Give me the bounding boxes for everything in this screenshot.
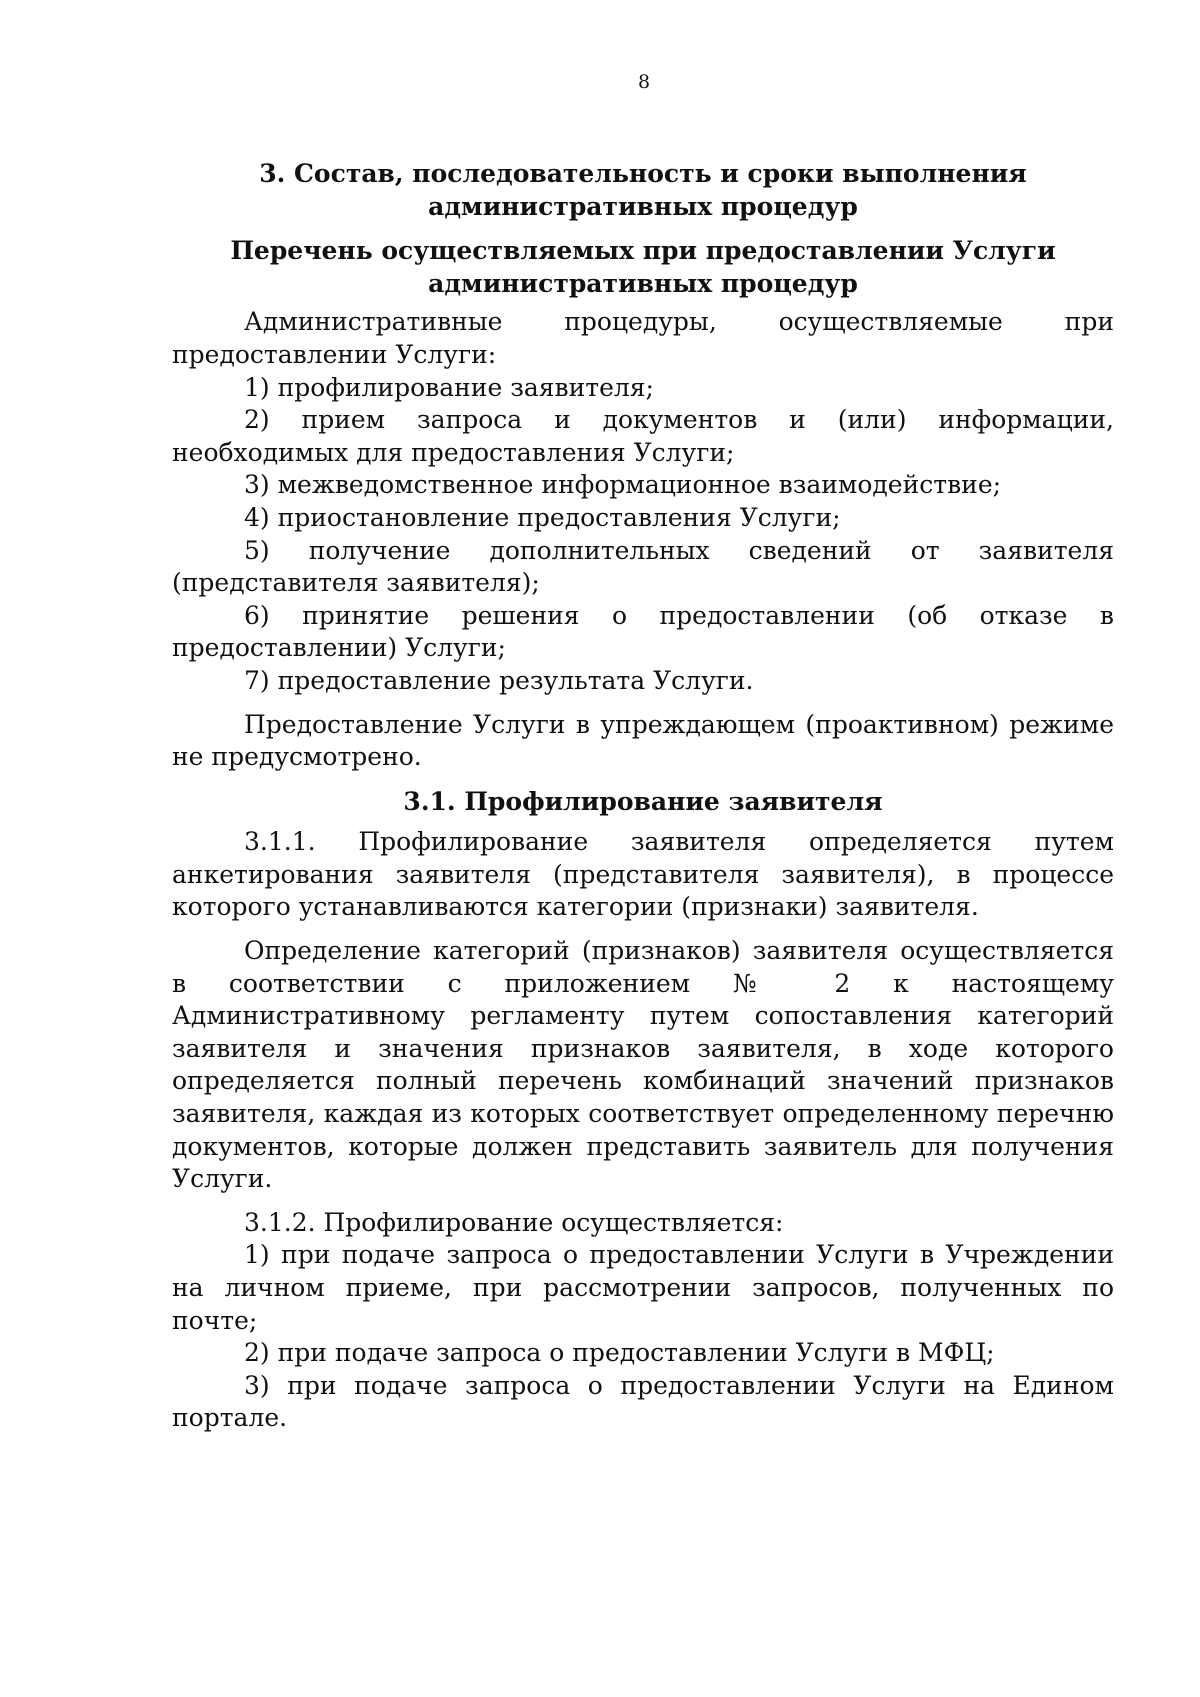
profiling-cases-list (172, 1239, 1114, 1435)
profiling-paragraph-3: 3.1.2. Профилирование осуществляется: (244, 1207, 784, 1237)
section-title: 3. Состав, последовательность и сроки выполнения административных процедур (259, 159, 1027, 221)
document-content (172, 158, 1114, 1435)
procedure-item: 7) предоставление результата Услуги. (244, 665, 754, 695)
subsection-title: Перечень осуществляемых при предоставлении Услуги административных процедур (230, 236, 1056, 298)
profiling-title: 3.1. Профилирование заявителя (403, 786, 883, 816)
procedure-item: 3) межведомственное информационное взаимодействие; (244, 470, 1002, 500)
proactive-paragraph: Предоставление Услуги в упреждающем (проактивном) режиме не предусмотрено. (172, 709, 1114, 772)
profiling-paragraph-1: 3.1.1. Профилирование заявителя определяется путем анкетирования заявителя (представителя заявителя), в процессе которого устанавливаются категории (признаки) заявителя. (172, 827, 1114, 922)
profiling-paragraph-2: Определение категорий (признаков) заявителя осуществляется в соответствии с приложением № 2 к настоящему Административному регламенту путем сопоставления категорий заявителя и значения признаков заявителя, в ходе которого определяется полный перечень комбинаций значений признаков заявителя, каждая из которых соответствует определенному перечню документов, которые должен представить заявитель для получения Услуги. (172, 936, 1114, 1194)
profiling-case-item: 2) при подаче запроса о предоставлении Услуги в МФЦ; (244, 1338, 995, 1368)
procedure-item: 6) принятие решения о предоставлении (об отказе в предоставлении) Услуги; (172, 600, 1114, 663)
profiling-case-item: 3) при подаче запроса о предоставлении Услуги на Едином портале. (172, 1370, 1114, 1433)
procedure-item: 4) приостановление предоставления Услуги; (244, 502, 841, 532)
procedures-list (172, 372, 1114, 698)
procedure-item: 1) профилирование заявителя; (244, 372, 654, 402)
procedure-item: 2) прием запроса и документов и (или) информации, необходимых для предоставления Услуги; (172, 405, 1114, 467)
procedure-item: 5) получение дополнительных сведений от заявителя (представителя заявителя); (172, 535, 1114, 598)
page-number: 8 (637, 71, 651, 93)
profiling-case-item: 1) при подаче запроса о предоставлении Услуги в Учреждении на личном приеме, при рассмотрении запросов, полученных по почте; (172, 1240, 1114, 1335)
intro-paragraph: Административные процедуры, осуществляемые при предоставлении Услуги: (172, 307, 1114, 369)
